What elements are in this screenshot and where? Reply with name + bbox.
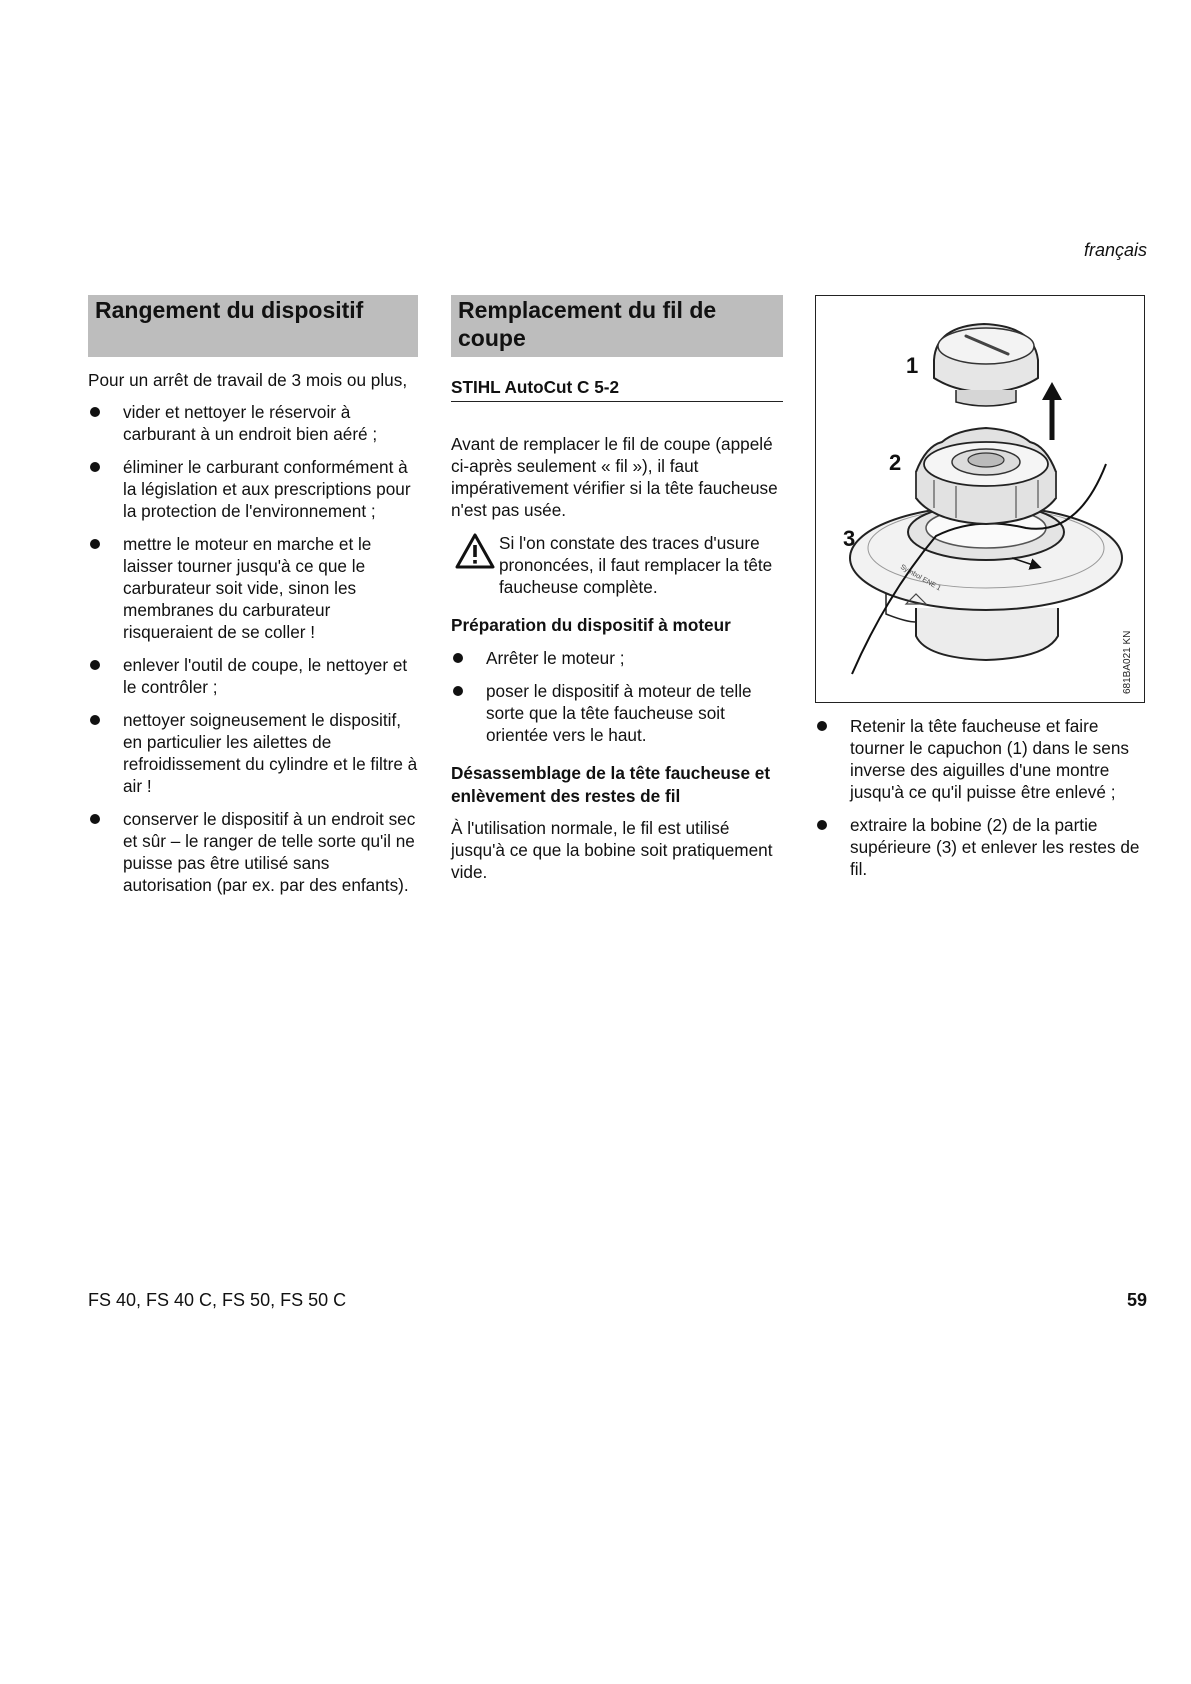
heading-disassembly: Désassemblage de la tête faucheuse et enlèvement des restes de fil bbox=[451, 763, 771, 806]
list-item: nettoyer soigneusement le dispositif, en particulier les ailettes de refroidissement du cylindre et le filtre à air ! bbox=[88, 709, 418, 797]
bullet-icon bbox=[817, 721, 827, 731]
warning-note bbox=[451, 532, 783, 598]
list-item: mettre le moteur en marche et le laisser tourner jusqu'à ce que le carburateur soit vide, sinon les membranes du carburateur risqueraient de se coller ! bbox=[88, 533, 418, 643]
disc-symbol-text: Symbol ENE 1 bbox=[899, 563, 942, 593]
preparation-bullet-list bbox=[451, 647, 783, 746]
warning-triangle-icon bbox=[455, 533, 495, 569]
heading-preparation: Préparation du dispositif à moteur bbox=[451, 615, 731, 635]
column-figure bbox=[815, 295, 1145, 891]
figure-label-2: 2 bbox=[889, 450, 902, 475]
list-item: vider et nettoyer le réservoir à carburant à un endroit bien aéré ; bbox=[88, 401, 418, 445]
section-title-line-replacement: Remplacement du fil de coupe bbox=[451, 295, 783, 357]
section-title-storage: Rangement du dispositif bbox=[88, 295, 418, 357]
list-item: Arrêter le moteur ; bbox=[451, 647, 783, 669]
disassembly-text: À l'utilisation normale, le fil est utilisé jusqu'à ce que la bobine soit pratiquement vide. bbox=[451, 818, 773, 882]
bullet-icon bbox=[90, 715, 100, 725]
mowing-head-illustration bbox=[816, 296, 1144, 702]
footer-models: FS 40, FS 40 C, FS 50, FS 50 C bbox=[88, 1290, 347, 1310]
list-item: extraire la bobine (2) de la partie supérieure (3) et enlever les restes de fil. bbox=[815, 814, 1145, 880]
bullet-icon bbox=[90, 462, 100, 472]
figure-label-3: 3 bbox=[843, 526, 856, 551]
warning-text: Si l'on constate des traces d'usure prononcées, il faut remplacer la tête faucheuse complète. bbox=[499, 533, 773, 597]
list-item: conserver le dispositif à un endroit sec et sûr – le ranger de telle sorte qu'il ne puisse pas être utilisé sans autorisation (par ex. par des enfants). bbox=[88, 808, 418, 896]
disassembly-bullet-list bbox=[815, 715, 1145, 880]
language-label: français bbox=[1083, 240, 1147, 260]
bullet-icon bbox=[453, 686, 463, 696]
replacement-intro: Avant de remplacer le fil de coupe (appelé ci-après seulement « fil »), il faut impérativement vérifier si la tête faucheuse n'est pas usée. bbox=[451, 434, 778, 520]
bullet-icon bbox=[90, 407, 100, 417]
mowing-head-figure bbox=[815, 295, 1145, 703]
bullet-icon bbox=[90, 660, 100, 670]
storage-bullet-list bbox=[88, 401, 418, 896]
bullet-icon bbox=[453, 653, 463, 663]
list-item: poser le dispositif à moteur de telle sorte que la tête faucheuse soit orientée vers le haut. bbox=[451, 680, 783, 746]
bullet-icon bbox=[90, 814, 100, 824]
column-line-replacement bbox=[451, 295, 783, 883]
bullet-icon bbox=[817, 820, 827, 830]
list-item: éliminer le carburant conformément à la législation et aux prescriptions pour la protection de l'environnement ; bbox=[88, 456, 418, 522]
storage-intro: Pour un arrêt de travail de 3 mois ou plus, bbox=[88, 370, 408, 390]
product-subtitle: STIHL AutoCut C 5-2 bbox=[451, 376, 783, 402]
list-item: Retenir la tête faucheuse et faire tourner le capuchon (1) dans le sens inverse des aiguilles d'une montre jusqu'à ce qu'il puisse être enlevé ; bbox=[815, 715, 1145, 803]
figure-code: 681BA021 KN bbox=[1122, 630, 1133, 694]
figure-label-1: 1 bbox=[906, 353, 919, 378]
bullet-icon bbox=[90, 539, 100, 549]
list-item: enlever l'outil de coupe, le nettoyer et le contrôler ; bbox=[88, 654, 418, 698]
column-storage bbox=[88, 295, 418, 907]
page-number: 59 bbox=[1126, 1290, 1147, 1310]
